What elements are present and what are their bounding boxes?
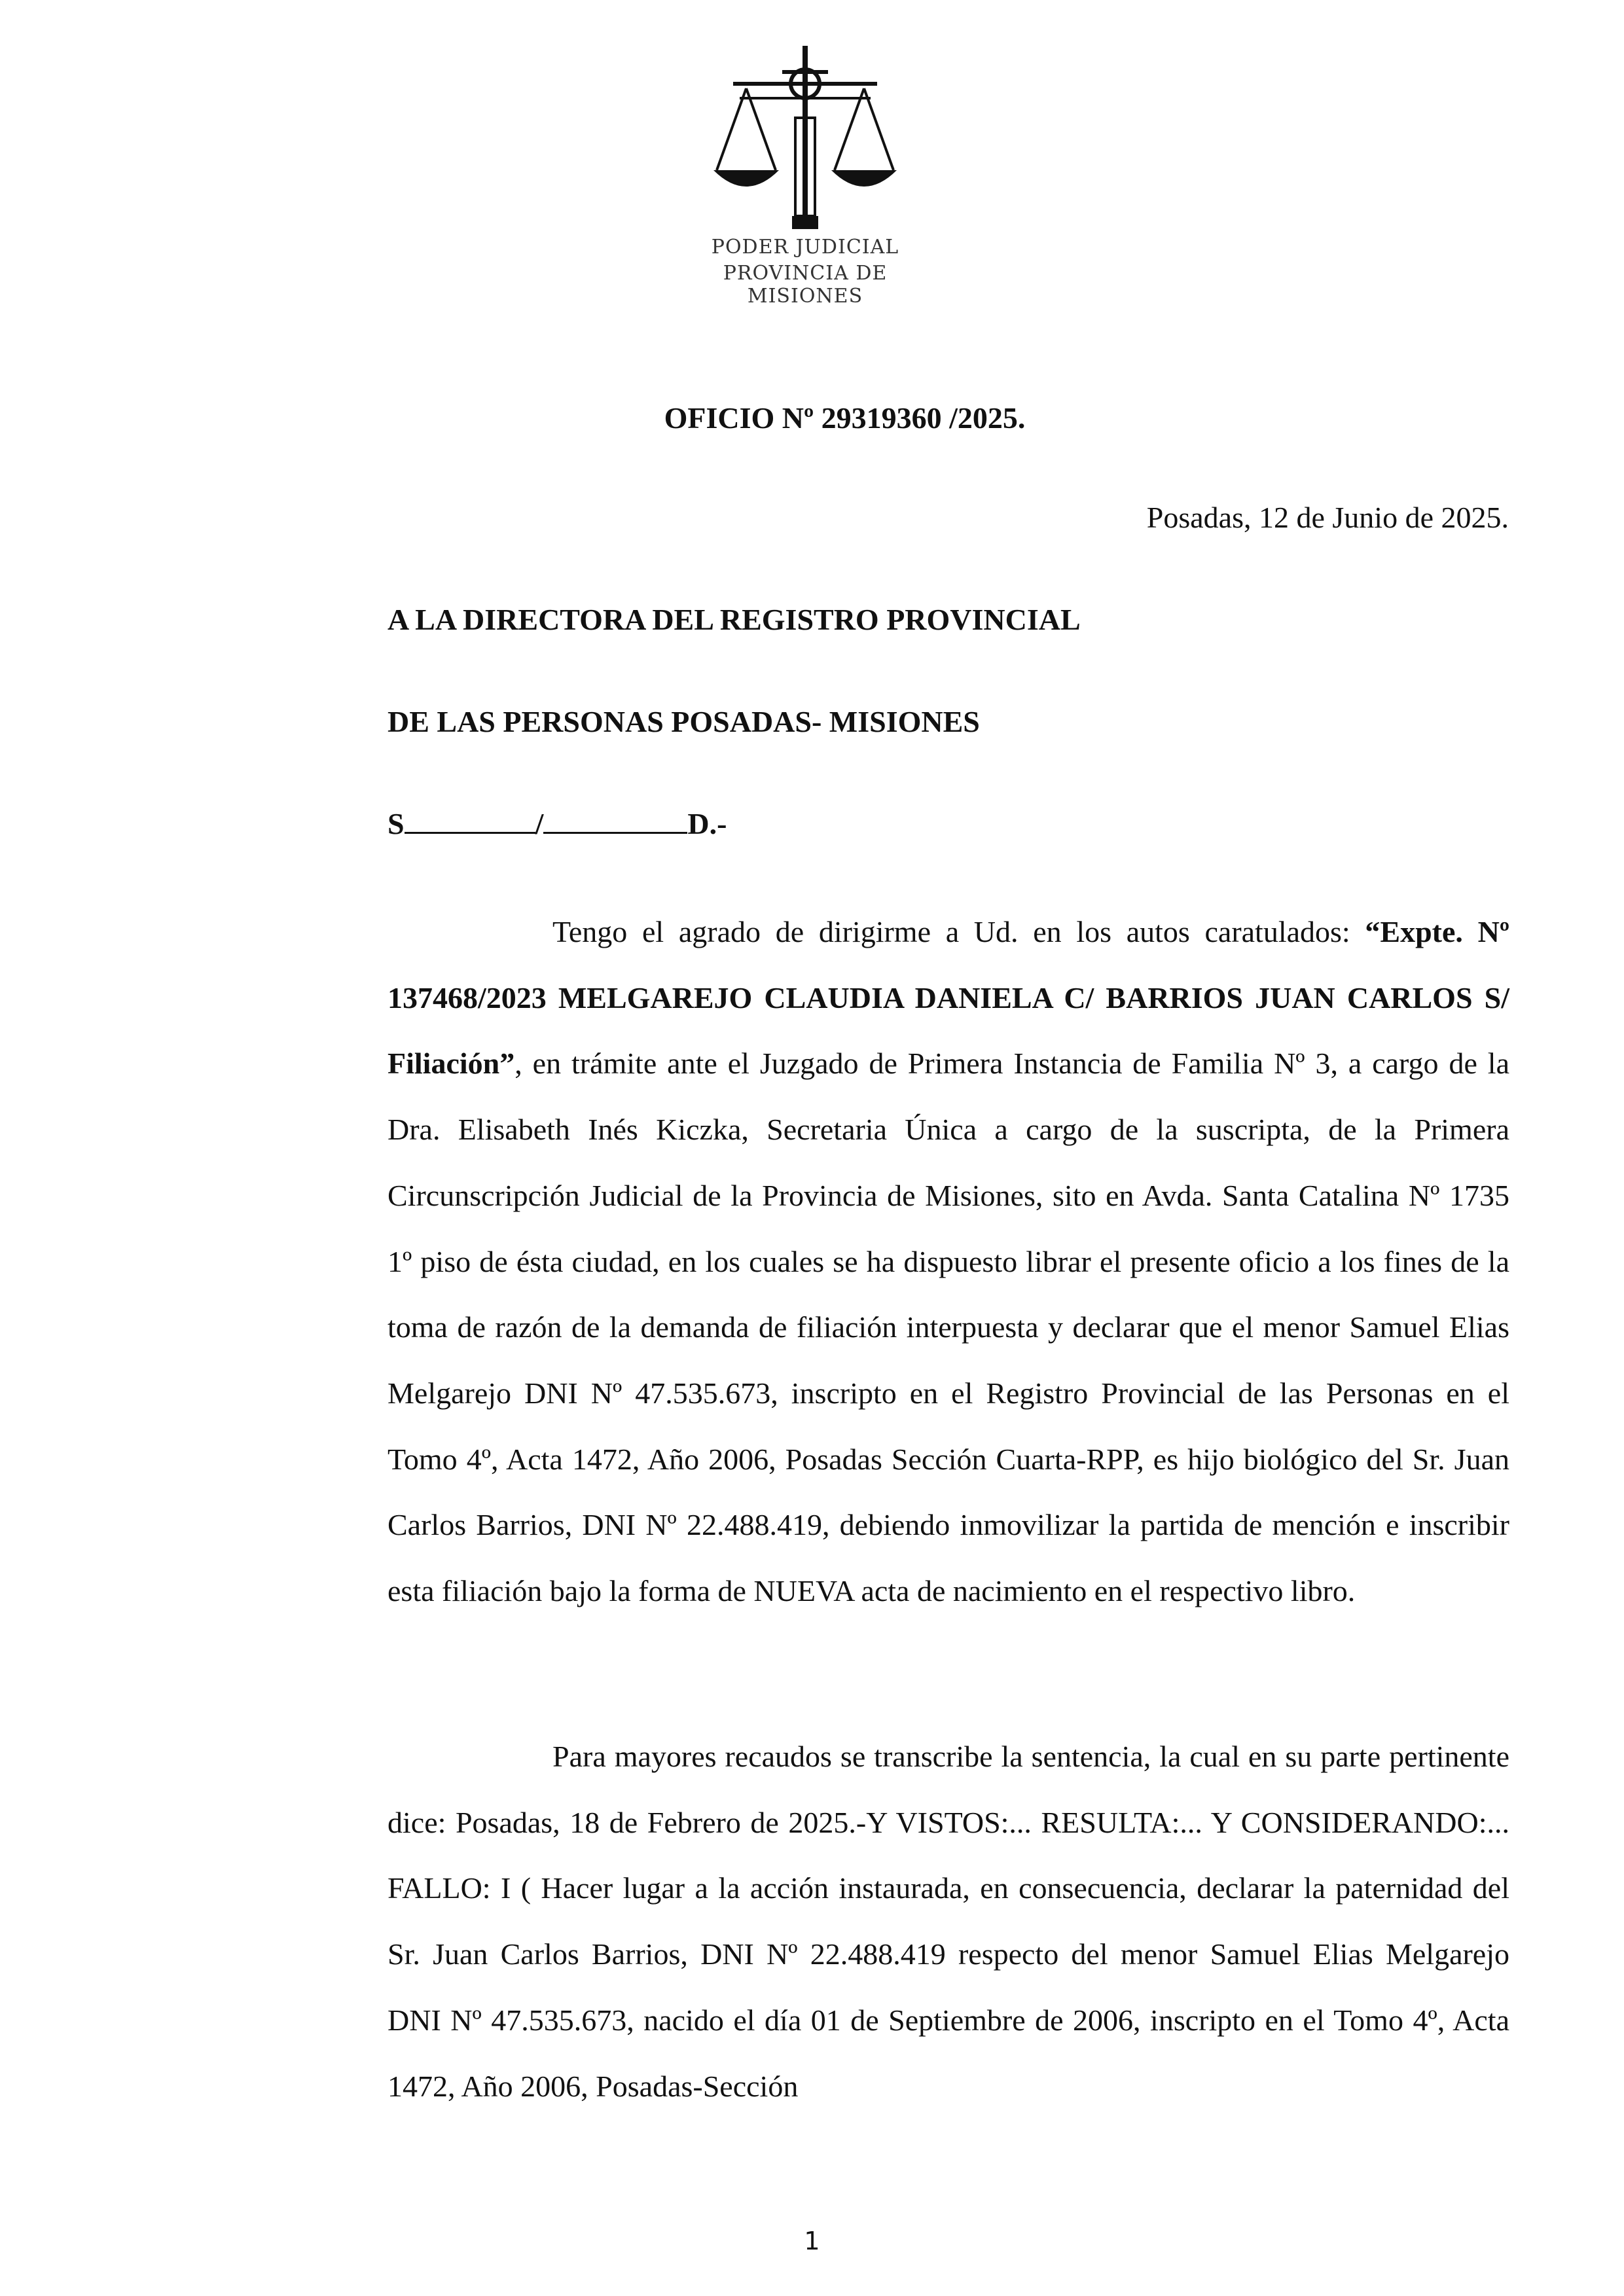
document-title: OFICIO Nº 29319360 /2025. bbox=[664, 401, 1026, 435]
seal-line-1: PODER JUDICIAL bbox=[711, 236, 899, 259]
addressee-line-1: A LA DIRECTORA DEL REGISTRO PROVINCIAL bbox=[388, 603, 1081, 636]
sd-blank-2 bbox=[543, 807, 687, 834]
body-paragraph-1 bbox=[388, 899, 1509, 1624]
salutation-sd bbox=[388, 806, 727, 841]
p2-text: Para mayores recaudos se transcribe la sentencia, la cual en su parte pertinente dice: Posadas, 18 de Febrero de 2025.-Y VISTOS:... RESULTA:... Y CONSIDERANDO:... FALLO: I ( Hacer lugar a la acción instaurada, en consecuencia, declarar la paternidad del Sr. Juan Carlos Barrios, DNI Nº 22.488.419 respecto del menor Samuel Elias Melgarejo DNI Nº 47.535.673, nacido el día 01 de Septiembre de 2006, inscripto en el Tomo 4º, Acta 1472, Año 2006, Posadas-Sección bbox=[388, 1740, 1509, 2103]
sd-d: D.- bbox=[687, 807, 727, 840]
case-caption: “Expte. Nº 137468/2023 MELGAREJO CLAUDIA DANIELA C/ BARRIOS JUAN CARLOS S/ Filiación” bbox=[388, 915, 1509, 1081]
seal-line-2: PROVINCIA DE MISIONES bbox=[723, 262, 888, 308]
sd-s: S bbox=[388, 807, 405, 840]
sd-blank-1 bbox=[405, 807, 535, 834]
p1-intro: Tengo el agrado de dirigirme a Ud. en los autos caratulados: bbox=[552, 915, 1365, 948]
sd-slash: / bbox=[535, 807, 544, 840]
body-paragraph-2 bbox=[388, 1724, 1509, 2119]
page-number: 1 bbox=[804, 2227, 820, 2255]
addressee-line-2: DE LAS PERSONAS POSADAS- MISIONES bbox=[388, 705, 980, 738]
scales-of-justice-icon bbox=[700, 39, 910, 236]
document-date: Posadas, 12 de Junio de 2025. bbox=[1146, 501, 1509, 534]
court-seal bbox=[668, 39, 943, 308]
p1-rest: , en trámite ante el Juzgado de Primera Instancia de Familia Nº 3, a cargo de la Dra. Elisabeth Inés Kiczka, Secretaria Única a cargo de la suscripta, de la Primera Circunscripción Judicial de la Provincia de Misiones, sito en Avda. Santa Catalina Nº 1735 1º piso de ésta ciudad, en los cuales se ha dispuesto librar el presente oficio a los fines de la toma de razón de la demanda de filiación interpuesta y declarar que el menor Samuel Elias Melgarejo DNI Nº 47.535.673, inscripto en el Registro Provincial de las Personas en el Tomo 4º, Acta 1472, Año 2006, Posadas Sección Cuarta-RPP, es hijo biológico del Sr. Juan Carlos Barrios, DNI Nº 22.488.419, debiendo inmovilizar la partida de mención e inscribir esta filiación bajo la forma de NUEVA acta de nacimiento en el respectivo libro. bbox=[388, 1047, 1509, 1608]
